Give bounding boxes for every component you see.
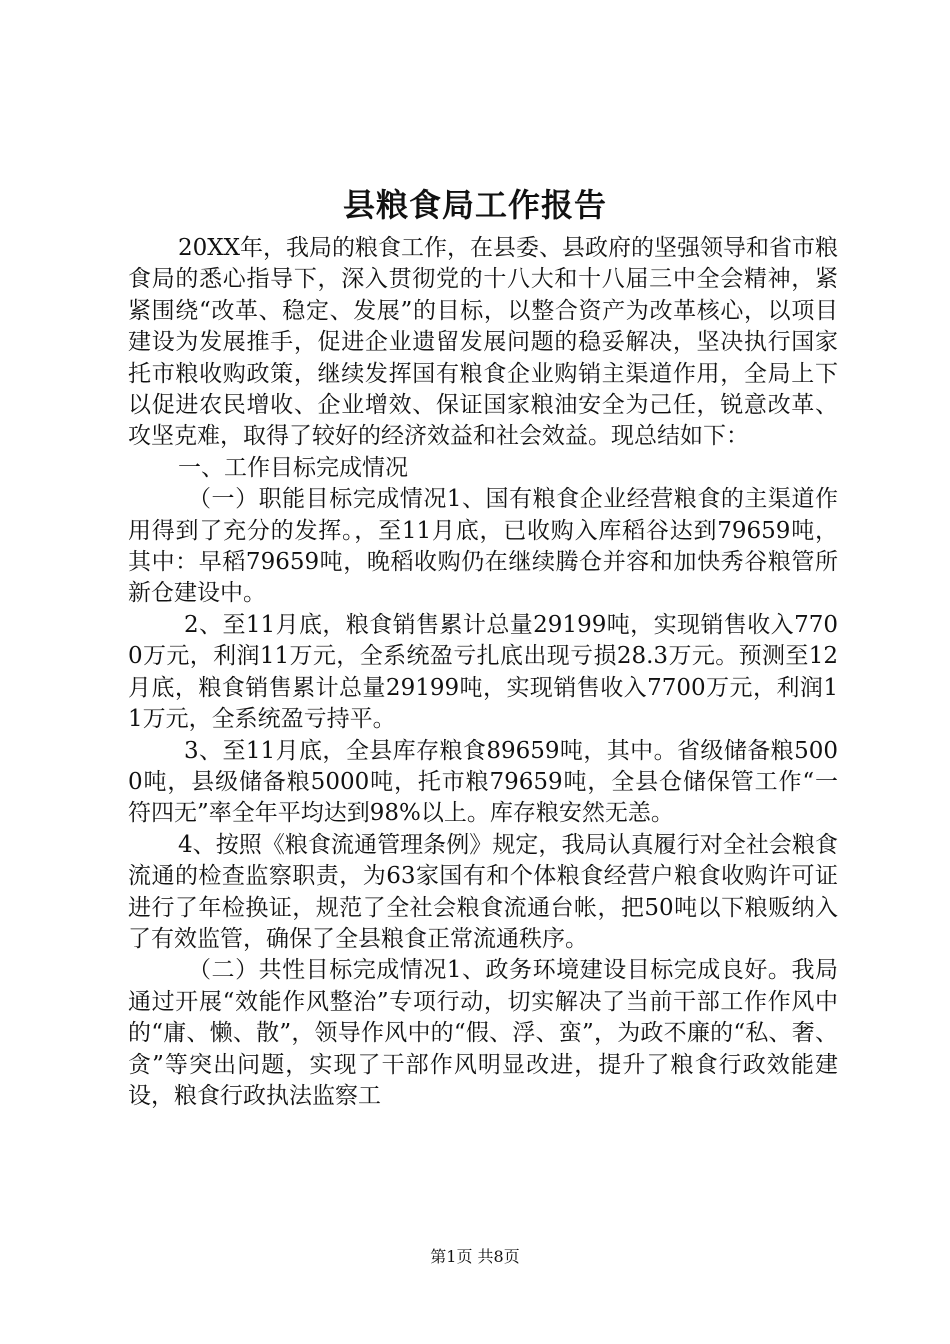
page-footer: 第1页 共8页	[430, 1247, 520, 1266]
paragraph-common-goals: （二）共性目标完成情况1、政务环境建设目标完成良好。我局通过开展“效能作风整治”专项行动，切实解决了当前干部工作作风中的“庸、懒、散”，领导作风中的“假、浮、蛮”，为政不廉的“私、奢、贪”等突出问题，实现了干部作风明显改进，提升了粮食行政效能建设，粮食行政执法监察工	[128, 957, 838, 1109]
document-title: 县粮食局工作报告	[342, 186, 607, 224]
paragraph-intro: 20XX年，我局的粮食工作，在县委、县政府的坚强领导和省市粮食局的悉心指导下，深入贯彻党的十八大和十八届三中全会精神，紧紧围绕“改革、稳定、发展”的目标，以整合资产为改革核心，以项目建设为发展推手，促进企业遗留发展问题的稳妥解决，坚决执行国家托市粮收购政策，继续发挥国有粮食企业购销主渠道作用，全局上下以促进农民增收、企业增效、保证国家粮油安全为己任，锐意改革、攻坚克难，取得了较好的经济效益和社会效益。现总结如下：	[128, 235, 839, 450]
paragraph-inventory: 3、至11月底，全县库存粮食89659吨，其中。省级储备粮5000吨，县级储备粮5000吨，托市粮79659吨，全县仓储保管工作“一符四无”率全年平均达到98%以上。库存粮安然无恙。	[128, 737, 838, 827]
paragraph-sales: 2、至11月底，粮食销售累计总量29199吨，实现销售收入7700万元，利润11万元，全系统盈亏扎底出现亏损28.3万元。预测至12月底，粮食销售累计总量29199吨，实现销售收入7700万元，利润11万元，全系统盈亏持平。	[128, 611, 838, 733]
document-body	[128, 233, 838, 1112]
paragraph-regulation: 4、按照《粮食流通管理条例》规定，我局认真履行对全社会粮食流通的检查监察职责，为63家国有和个体粮食经营户粮食收购许可证进行了年检换证，规范了全社会粮食流通台帐，把50吨以下粮贩纳入了有效监管，确保了全县粮食正常流通秩序。	[128, 831, 838, 952]
paragraph-functional-goals: （一）职能目标完成情况1、国有粮食企业经营粮食的主渠道作用得到了充分的发挥。，至11月底，已收购入库稻谷达到79659吨，其中：早稻79659吨，晚稻收购仍在继续腾仓并容和加快秀谷粮管所新仓建设中。	[128, 486, 838, 607]
section-heading-1: 一、工作目标完成情况	[178, 454, 408, 481]
